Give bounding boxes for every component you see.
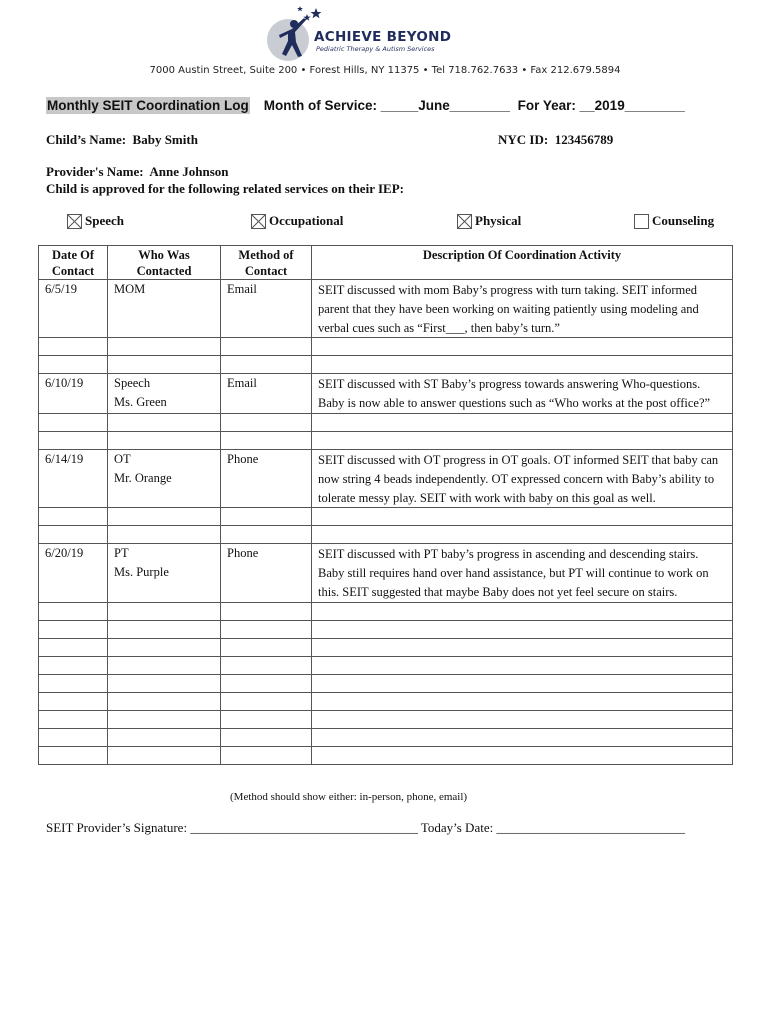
cell-method xyxy=(221,620,312,638)
speech-label: Speech xyxy=(85,213,124,228)
cell-desc xyxy=(312,526,733,544)
cell-desc xyxy=(312,656,733,674)
cell-date xyxy=(39,728,108,746)
cell-desc: SEIT discussed with PT baby’s progress in ascending and descending stairs. Baby still requires hand over hand assistance, but PT will continue to work on this. SEIT suggested that maybe Baby does not yet feel secure on stairs. xyxy=(312,544,733,602)
cell-date xyxy=(39,413,108,431)
table-row xyxy=(39,656,733,674)
service-occupational[interactable] xyxy=(251,213,343,229)
table-row xyxy=(39,526,733,544)
title-row xyxy=(46,98,685,113)
occupational-label: Occupational xyxy=(269,213,344,228)
cell-who xyxy=(108,431,221,449)
table-row xyxy=(39,638,733,656)
counseling-checkbox[interactable] xyxy=(634,214,649,229)
cell-method xyxy=(221,338,312,356)
brand-name: ACHIEVE BEYOND xyxy=(314,29,452,45)
table-row xyxy=(39,620,733,638)
table-header-row xyxy=(39,246,733,280)
cell-who xyxy=(108,602,221,620)
cell-date xyxy=(39,710,108,728)
cell-who: Speech Ms. Green xyxy=(108,374,221,414)
cell-who xyxy=(108,620,221,638)
cell-who: OT Mr. Orange xyxy=(108,449,221,507)
service-counseling[interactable] xyxy=(634,213,714,229)
month-of-service-field: Month of Service: _____June________ xyxy=(263,98,510,113)
table-row xyxy=(39,746,733,764)
cell-desc: SEIT discussed with OT progress in OT goals. OT informed SEIT that baby can now string 4 beads independently. OT expressed concern with Baby’s ability to tolerate messy play. SEIT with work with baby on this goal as well. xyxy=(312,449,733,507)
cell-who xyxy=(108,638,221,656)
cell-method xyxy=(221,692,312,710)
table-row xyxy=(39,338,733,356)
cell-date xyxy=(39,356,108,374)
cell-method xyxy=(221,638,312,656)
cell-desc xyxy=(312,413,733,431)
coordination-log-table xyxy=(38,245,733,765)
cell-desc xyxy=(312,338,733,356)
table-row xyxy=(39,356,733,374)
table-row xyxy=(39,674,733,692)
cell-who xyxy=(108,746,221,764)
table-row xyxy=(39,431,733,449)
company-address: 7000 Austin Street, Suite 200 • Forest Hills, NY 11375 • Tel 718.762.7633 • Fax 212.679.5894 xyxy=(149,65,621,76)
cell-method: Phone xyxy=(221,449,312,507)
cell-date xyxy=(39,431,108,449)
counseling-label: Counseling xyxy=(652,213,715,228)
table-row xyxy=(39,692,733,710)
cell-who xyxy=(108,508,221,526)
cell-who xyxy=(108,413,221,431)
table-row xyxy=(39,374,733,414)
cell-desc xyxy=(312,674,733,692)
cell-method xyxy=(221,746,312,764)
cell-method: Phone xyxy=(221,544,312,602)
signature-line: SEIT Provider’s Signature: ___________________________________ Today’s Date: _____________________________ xyxy=(46,820,685,835)
cell-desc xyxy=(312,431,733,449)
cell-who: PT Ms. Purple xyxy=(108,544,221,602)
provider-name-label: Provider's Name: xyxy=(46,164,144,179)
brand-tagline: Pediatric Therapy & Autism Services xyxy=(316,45,435,53)
cell-desc xyxy=(312,638,733,656)
cell-who: MOM xyxy=(108,280,221,338)
approved-services-text: Child is approved for the following related services on their IEP: xyxy=(46,181,404,196)
cell-date: 6/14/19 xyxy=(39,449,108,507)
cell-date: 6/5/19 xyxy=(39,280,108,338)
cell-method xyxy=(221,602,312,620)
cell-desc xyxy=(312,746,733,764)
cell-who xyxy=(108,356,221,374)
service-physical[interactable] xyxy=(457,213,521,229)
occupational-checkbox[interactable] xyxy=(251,214,266,229)
cell-desc: SEIT discussed with mom Baby’s progress with turn taking. SEIT informed parent that they have been working on waiting patiently using modeling and verbal cues such as “First___, then baby’s turn.” xyxy=(312,280,733,338)
cell-method: Email xyxy=(221,280,312,338)
cell-method xyxy=(221,728,312,746)
table-row xyxy=(39,413,733,431)
cell-date: 6/20/19 xyxy=(39,544,108,602)
table-row xyxy=(39,602,733,620)
cell-date xyxy=(39,674,108,692)
checkbox-x-icon xyxy=(252,215,265,228)
cell-who xyxy=(108,710,221,728)
header-date: Date Of Contact xyxy=(39,246,108,280)
physical-checkbox[interactable] xyxy=(457,214,472,229)
cell-method xyxy=(221,413,312,431)
cell-method xyxy=(221,656,312,674)
cell-desc xyxy=(312,508,733,526)
cell-desc xyxy=(312,710,733,728)
cell-method: Email xyxy=(221,374,312,414)
year-field: For Year: __2019________ xyxy=(517,98,685,113)
child-name-value: Baby Smith xyxy=(132,132,198,147)
nyc-id-value: 123456789 xyxy=(554,132,614,147)
speech-checkbox[interactable] xyxy=(67,214,82,229)
cell-desc xyxy=(312,728,733,746)
service-speech[interactable] xyxy=(67,213,124,229)
table-row xyxy=(39,710,733,728)
provider-name-value: Anne Johnson xyxy=(149,164,229,179)
cell-date xyxy=(39,620,108,638)
nyc-id-row xyxy=(498,132,613,148)
cell-who xyxy=(108,674,221,692)
cell-method xyxy=(221,431,312,449)
cell-date xyxy=(39,746,108,764)
header-description: Description Of Coordination Activity xyxy=(312,246,733,280)
cell-who xyxy=(108,656,221,674)
cell-method xyxy=(221,508,312,526)
cell-desc xyxy=(312,620,733,638)
cell-date xyxy=(39,692,108,710)
cell-desc xyxy=(312,356,733,374)
cell-method xyxy=(221,356,312,374)
cell-method xyxy=(221,674,312,692)
cell-date xyxy=(39,638,108,656)
cell-date xyxy=(39,526,108,544)
table-row xyxy=(39,508,733,526)
form-title: Monthly SEIT Coordination Log xyxy=(47,98,249,113)
cell-who xyxy=(108,526,221,544)
method-note: (Method should show either: in-person, phone, email) xyxy=(230,791,468,803)
cell-method xyxy=(221,526,312,544)
cell-date xyxy=(39,656,108,674)
checkbox-x-icon xyxy=(68,215,81,228)
cell-date: 6/10/19 xyxy=(39,374,108,414)
child-name-row xyxy=(46,132,198,148)
table-row xyxy=(39,449,733,507)
cell-date xyxy=(39,602,108,620)
cell-who xyxy=(108,338,221,356)
checkbox-x-icon xyxy=(458,215,471,228)
header-method: Method of Contact xyxy=(221,246,312,280)
cell-who xyxy=(108,728,221,746)
company-logo xyxy=(264,4,464,62)
header-who: Who Was Contacted xyxy=(108,246,221,280)
cell-date xyxy=(39,338,108,356)
nyc-id-label: NYC ID: xyxy=(498,132,549,147)
child-name-label: Child’s Name: xyxy=(46,132,127,147)
table-row xyxy=(39,728,733,746)
provider-name-row xyxy=(46,164,229,180)
table-row xyxy=(39,280,733,338)
cell-desc xyxy=(312,602,733,620)
cell-desc xyxy=(312,692,733,710)
cell-date xyxy=(39,508,108,526)
cell-who xyxy=(108,692,221,710)
cell-desc: SEIT discussed with ST Baby’s progress towards answering Who-questions. Baby is now able to answer questions such as “Who works at the post office?” xyxy=(312,374,733,414)
cell-method xyxy=(221,710,312,728)
physical-label: Physical xyxy=(475,213,522,228)
table-row xyxy=(39,544,733,602)
